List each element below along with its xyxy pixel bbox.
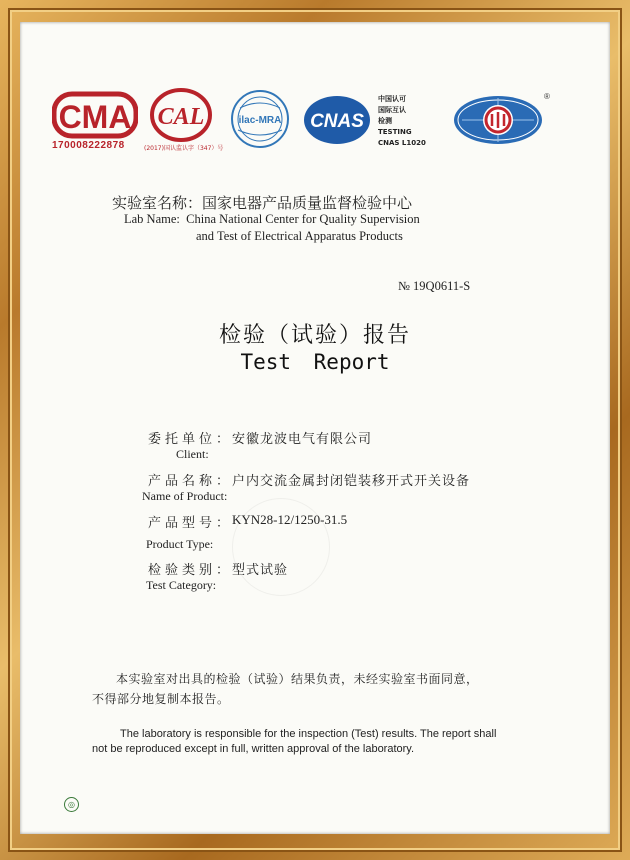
- cnas-caption-line: CNAS L1020: [378, 139, 426, 147]
- cal-logo: [150, 88, 212, 142]
- disclaimer-cn-line2: 不得部分地复制本报告。: [92, 692, 230, 706]
- product-name-value: 户内交流金属封闭铠装移开式开关设备: [232, 474, 471, 489]
- test-category-label-en: Test Category:: [146, 578, 217, 592]
- cnas-caption-line: TESTING: [378, 128, 412, 136]
- report-title-en: Test Report: [240, 350, 390, 374]
- ilac-text: ilac-MRA: [238, 115, 282, 126]
- registered-mark: ®: [544, 92, 550, 101]
- cnas-caption-line: 检测: [378, 117, 392, 125]
- client-label-en: Client:: [176, 447, 209, 461]
- cma-number: 170008222878: [52, 140, 125, 151]
- disclaimer-cn: [92, 669, 532, 709]
- product-type-value: KYN28-12/1250-31.5: [232, 512, 348, 527]
- disclaimer-cn-line1: 本实验室对出具的检验（试验）结果负责，未经实验室书面同意，: [116, 672, 479, 686]
- cnas-logo: [302, 94, 372, 146]
- client-value: 安徽龙波电气有限公司: [232, 432, 373, 447]
- cal-letters: CAL: [157, 104, 205, 130]
- disclaimer-en-line2: not be reproduced except in full, written approval of the laboratory.: [92, 743, 415, 755]
- ilac-mra-logo: [230, 88, 290, 150]
- report-title-cn: 检验（试验）报告: [218, 323, 411, 348]
- cma-letters: CMA: [58, 99, 132, 135]
- lab-name-en-label: Lab Name:: [124, 212, 180, 226]
- cal-caption: (2017)国认监认字（347）号: [144, 145, 224, 152]
- cnas-caption: [378, 94, 426, 149]
- cma-logo: [52, 90, 138, 140]
- disclaimer-en: [92, 727, 542, 757]
- product-name-label-en: Name of Product:: [142, 489, 228, 503]
- product-name-label-cn: 产品名称：: [148, 474, 234, 489]
- recycle-mark-icon: ◎: [64, 797, 79, 812]
- lab-name-cn: 实验室名称：国家电器产品质量监督检验中心: [112, 194, 413, 212]
- test-category-label-cn: 检验类别：: [148, 563, 234, 578]
- product-type-label-cn: 产品型号：: [148, 516, 234, 531]
- accreditation-logos: [52, 88, 552, 158]
- lab-name-en-line1: [124, 212, 420, 227]
- cnas-caption-line: 国际互认: [378, 106, 406, 114]
- product-type-label-en: Product Type:: [146, 537, 214, 551]
- report-number: № 19Q0611-S: [398, 279, 471, 293]
- lab-name-en-text1: China National Center for Quality Supervision: [186, 212, 420, 226]
- test-category-value: 型式试验: [232, 563, 289, 578]
- ccc-globe-logo: [452, 94, 544, 146]
- disclaimer-en-line1: The laboratory is responsible for the inspection (Test) results. The report shall: [120, 728, 497, 740]
- client-label-cn: 委托单位：: [148, 432, 234, 447]
- lab-name-en-line2: and Test of Electrical Apparatus Products: [196, 229, 403, 243]
- cnas-letters: CNAS: [310, 111, 364, 132]
- cnas-caption-line: 中国认可: [378, 95, 406, 103]
